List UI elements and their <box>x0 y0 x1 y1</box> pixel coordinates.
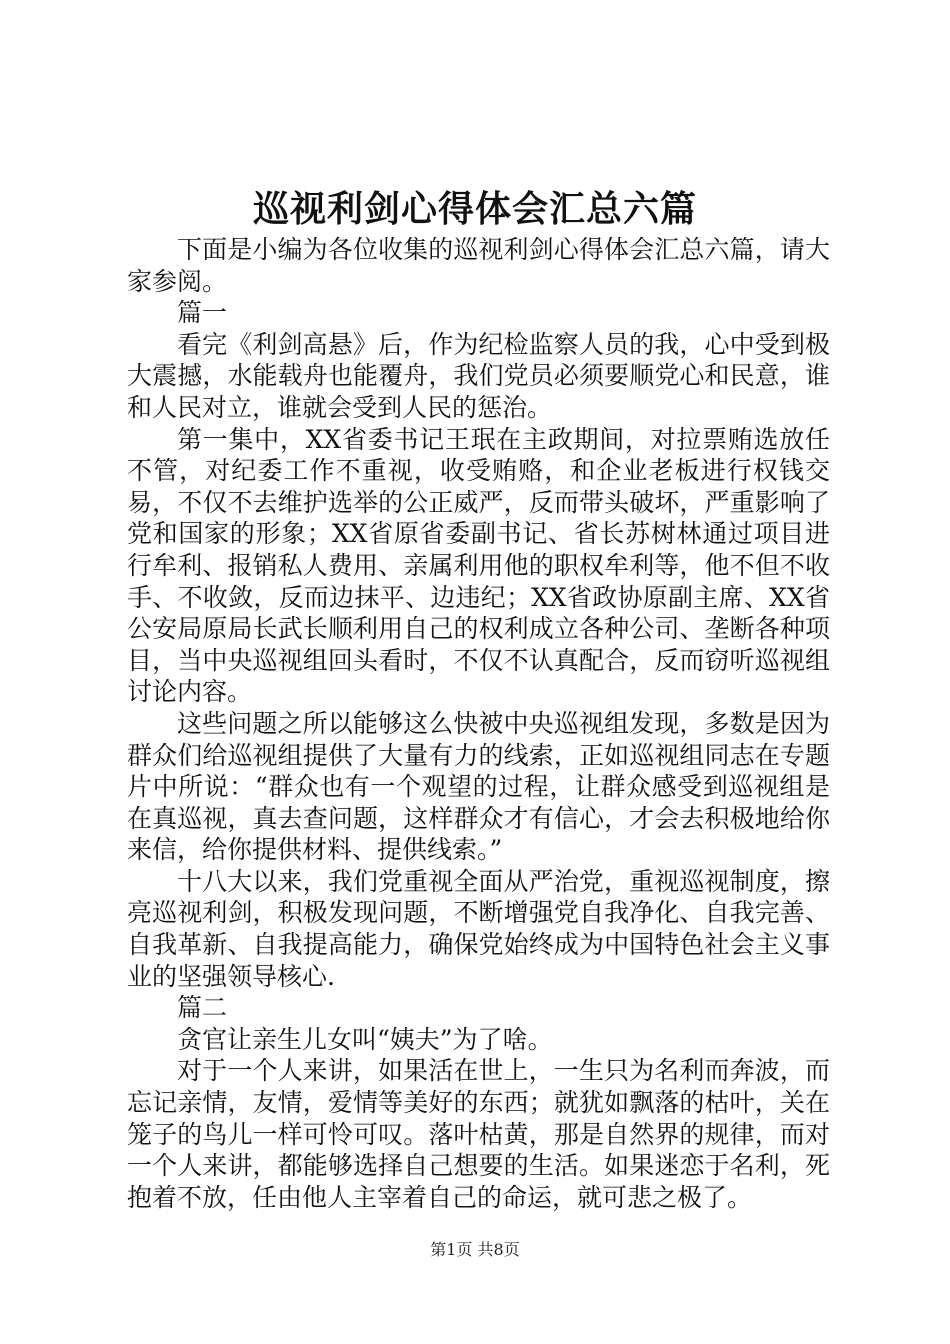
body-paragraph: 这些问题之所以能够这么快被中央巡视组发现，多数是因为群众们给巡视组提供了大量有力的线索，正如巡视组同志在专题片中所说：“群众也有一个观望的过程，让群众感受到巡视组是在真巡视，真去查问题，这样群众才有信心，才会去积极地给你来信，给你提供材料、提供线索。” <box>127 708 830 865</box>
page-title: 巡视利剑心得体会汇总六篇 <box>252 188 697 230</box>
body-paragraph: 贪官让亲生儿女叫“姨夫”为了啥。 <box>177 1024 553 1054</box>
document-body <box>127 234 830 1213</box>
body-paragraph: 对于一个人来讲，如果活在世上，一生只为名利而奔波，而忘记亲情，友情，爱情等美好的东西；就犹如飘落的枯叶，关在笼子的鸟儿一样可怜可叹。落叶枯黄，那是自然界的规律，而对一个人来讲，都能够选择自己想要的生活。如果迷恋于名利，死抱着不放，任由他人主宰着自己的命运，就可悲之极了。 <box>127 1056 830 1212</box>
body-paragraph: 看完《利剑高悬》后，作为纪检监察人员的我，心中受到极大震撼，水能载舟也能覆舟，我们党员必须要顺党心和民意，谁和人民对立，谁就会受到人民的惩治。 <box>127 329 830 422</box>
body-paragraph: 十八大以来，我们党重视全面从严治党，重视巡视制度，擦亮巡视利剑，积极发现问题，不断增强党自我净化、自我完善、自我革新、自我提高能力，确保党始终成为中国特色社会主义事业的坚强领导核心. <box>127 866 830 991</box>
intro-paragraph: 下面是小编为各位收集的巡视利剑心得体会汇总六篇，请大家参阅。 <box>127 235 830 296</box>
body-paragraph: 第一集中，XX省委书记王珉在主政期间，对拉票贿选放任不管，对纪委工作不重视，收受贿赂，和企业老板进行权钱交易，不仅不去维护选举的公正威严，反而带头破坏，严重影响了党和国家的形象；XX省原省委副书记、省长苏树林通过项目进行牟利、报销私人费用、亲属利用他的职权牟利等，他不但不收手、不收敛，反而边抹平、边违纪；XX省政协原副主席、XX省公安局原局长武长顺利用自己的权利成立各种公司、垄断各种项目，当中央巡视组回头看时，不仅不认真配合，反而窃听巡视组讨论内容。 <box>127 424 830 707</box>
section-heading-1: 篇一 <box>177 298 228 328</box>
section-heading-2: 篇二 <box>177 993 228 1023</box>
page-number-footer: 第1页 共8页 <box>430 1240 520 1259</box>
